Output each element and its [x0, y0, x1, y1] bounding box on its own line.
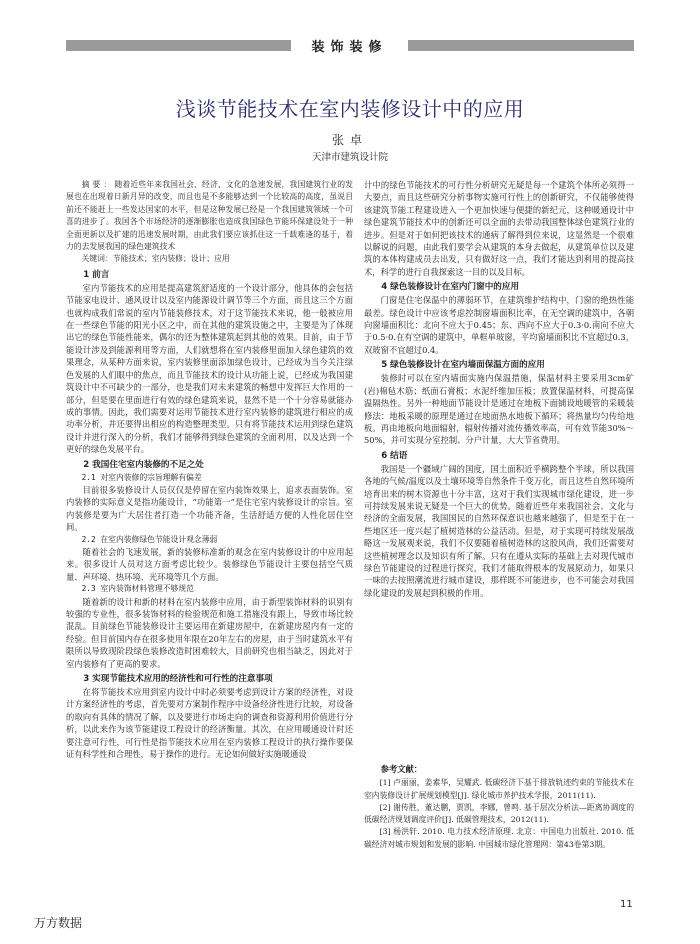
section-header: 装饰装修	[311, 40, 388, 55]
paragraph: 目前很多装修设计人员仅仅是停留在室内装饰效果上，追求表面装饰。室内装修的实际意义是指功能设计，“功能第一”是住宅室内装修设计的宗旨。室内装修是要为广大居住者打造一个功能齐备，生活舒适方便的人性化居住空间。	[66, 484, 353, 533]
section-heading-4: 4 绿色装修设计在室内门窗中的应用	[381, 282, 520, 293]
paragraph: 室内节能技术的应用是提高建筑舒适度的一个设计部分，他具体的会包括节能家电设计、通风设计以及室内能源设计调节等三个方面，而且这三个方面也就构成我们常说的室内节能装修技术，对于这节能技术来说，他一般被应用在一些绿色节能的阳光小区之中，而在其他的建筑设施之中，主要是为了体现出它的绿色节能性能来，偶尔的还为整体建筑起到其他的效果。目前，由于节能设计涉及到能源利用等方面，人们就想将在室内装修里面加入绿色建筑的效果理念，从某种方面来说，室内装修里面添加绿色设计，已经成为当今关注绿色发展的人们眼中的焦点，而且节能技术的设计从功能上说，已经成为我国建筑设计中不可缺少的一部分，也是我们对未来建筑的畅想中发挥巨大作用的一部分，但是要在里面进行有效的绿色建筑来说，显然不是一个十分容易就能办成的事情。因此，我们需要对运用节能技术进行室内装修的建筑进行相应的成功率分析，并还要得出相应的构造整理类型。只有将节能技术运用到绿色建筑设计并进行深入的分析，我们才能够得到绿色建筑的全面利用，以及达到一个更好的绿色发展平台。	[66, 282, 353, 455]
section-heading-5: 5 绿色装修设计在室内墙面保温方面的应用	[381, 360, 545, 371]
subsection-heading-2-3: 2.3 室内装饰材料管理不够规范	[81, 584, 194, 594]
reference-item: [1] 卢丽丽，姜素华，吴耀武. 低碳经济下基于排放轨迹约束的节能技术在室内装修设计扩展规划模型[J]. 绿化城市养护技术学报，2011(11).	[364, 778, 634, 800]
page-number: 11	[620, 899, 633, 910]
paragraph: 装修时可以在室内墙面实施内保温措施，保温材料主要采用3cm矿(岩)棉毡木筋；纸面石膏板；水泥纤维加压板；放置保温材料，可提高保温隔热性。另外一种地面节能设计是通过在地板下面铺设地暖管的采暖装修法：地板采暖的原理是通过在地面热水地板下循环；将热量均匀传给地板。再由地板向地面辐射，辐射传播对流传播效率高，可有效节能30%～50%，并可实现分室控制、分户计量，大大节省费用。	[364, 373, 634, 446]
author-name: 张卓	[331, 133, 368, 147]
abstract-text: 随着近些年来我国社会、经济、文化的急速发展，我国建筑行业的发展也在出现着日新月异的改变，而且也是不多能够达到一个比较高的高度，虽说目前还不能赶上一些发达国家的水平，但是这种发展已经是一个我国建筑领域一个可喜的进步了。我国各个市场经济的逐渐膨胀也造成我国绿色节能环保建设处于一种全面更新以及扩建的迅速发展时期，由此我们要应该抓住这一千载难逢的基于，着力的去发展我国的绿色建筑技术	[66, 180, 354, 252]
references	[364, 763, 634, 851]
reference-item: [2] 谢传胜，董达鹏，贾凯，李娜，曾鸣. 基于层次分析法—距离协调度的低碳经济规划调度评价[J]. 低碳管理技术，2012(11).	[364, 802, 634, 825]
header-band-left	[66, 40, 291, 51]
left-column	[66, 179, 353, 760]
subsection-heading-2-1: 2.1 对室内装修的宗旨理解有偏差	[81, 472, 202, 482]
references-heading: 参考文献：	[380, 764, 423, 774]
section-heading-3: 3 实现节能技术应用的经济性和可行性的注意事项	[83, 674, 273, 685]
reference-item: [3] 杨洪轩. 2010. 电力技术经济原理. 北京：中国电力出版社. 2010. 低碳经济对城市规划和发展的影响. 中国城市绿化管理网：第43卷第3期。	[364, 827, 634, 849]
keywords-label: 关键词：	[81, 254, 113, 264]
watermark: 万方数据	[34, 916, 83, 930]
paragraph: 随着新的设计和新的材料在室内装修中应用，由于新型装饰材料的识别有较强的专业性，很多装饰材料的检验规范和施工措施没有跟上，导致市场比较混乱。目前绿色节能装修设计主要运用在新建房屋中，在新建房屋内有一定的经验。但目前国内存在很多使用年限在20年左右的房屋，由于当时建筑水平有限所以导致现阶段绿色装修改造时困难较大，目前研究也相当缺乏，因此对于室内装修有了更高的要求。	[66, 596, 353, 669]
paragraph: 在将节能技术应用到室内设计中时必须要考虑到设计方案的经济性，对设计方案经济性的考虑，首先要对方案制作程序中设备经济性进行比较，对设备的取向有具体的情况了解，以及要进行市场走向的调查和资源利用价值进行分析，以此来作为该节能建设工程设计的经济衡量。其次，在应用暖通设计时还要注意可行性，可行性是指节能技术应用在室内装修工程设计的执行操作要保证有科学性和合理性，易于操作的进行。无论如何做好实施暖通设	[66, 687, 353, 760]
section-heading-2: 2 我国住宅室内装修的不足之处	[83, 459, 204, 470]
paragraph: 计中的绿色节能技术的可行性分析研究无疑是每一个建筑个体所必须得一大要点，而且这些研究分析事物实施可行性上的创新研究，不仅能够使得该建筑节能工程建设进入一个更加快速与便捷的新纪元，这种暖通设计中绿色建筑节能技术中的创新还可以全面的去带动我国整体绿色建筑行业的进步。但是对于如何把该技术的通病了解得到位来说，这显然是一个很难以解说的问题，由此我们要学会从建筑的本身去做起，从建筑单位以及建筑的本体构建成员去出发，只有做好这一点，我们才能达到利用的提高技术，科学的进行自我探索这一目的以及目标。	[364, 180, 634, 277]
section-heading-1: 1 前言	[83, 269, 110, 280]
paragraph: 随着社会的飞速发展，新的装修标准新的观念在室内装修设计的中应用起来。很多设计人员对这方面考虑比较少。装修绿色节能设计主要包括空气质量、声环境、热环境、光环境等几个方面。	[66, 546, 353, 582]
subsection-heading-2-2: 2.2 在室内装修绿色节能设计观念薄弱	[81, 534, 218, 544]
article-title: 浅谈节能技术在室内装修设计中的应用	[175, 97, 525, 121]
right-column	[364, 179, 634, 599]
abstract-label: 摘要：	[81, 180, 115, 189]
paragraph: 我国是一个疆域广阔的国度，国土面积近乎横跨整个半球，所以我国各地的气候/温度以及土壤环境等自然条件千变万化，而且这些自然环境所培育出来的树木资源也十分丰富，这对于我们实现城市绿化建设，进一步可持续发展来说无疑是一个巨大的优势。随着近些年来我国社会、文化与经济的全面发展，我国国民的自然环保意识也越来越强了，但是至于在一些地区还一度兴起了植树造林的公益活动。但是，对于实现可持续发展战略这一发展观来说，我们不仅要随着植树造林的这股风尚，我们还需要对这些植树理念以及知识有所了解。只有在遵从实际的基础上去对现代城市绿色节能建设的过程进行探究，我们才能取得根本的发展原动力，如果只一味的去按照潮流进行城市建设，那样既不可能进步，也不可能会对我国绿化建设的发展起到积极的作用。	[364, 463, 634, 598]
keywords-text: 节能技术；室内装修；设计；应用	[112, 254, 230, 264]
abstract	[66, 179, 353, 266]
author-affiliation: 天津市建筑设计院	[311, 152, 388, 163]
section-heading-6: 6 结语	[381, 450, 408, 461]
paragraph: 门窗是住宅保温中的薄弱环节，在建筑维护结构中，门窗的绝热性能最差。绿色设计中应该考虑控制窗墙面积比率，在无空调的建筑中，各朝向窗墙面积比：北向不应大于0.45；东、西向不应大于0.3·0.南向不应大于0.5·0.在有空调的建筑中，单框单玻窗，平均窗墙面积比不宜超过0.3，双玻窗不宜超过0.4。	[364, 295, 634, 355]
header-band-right	[408, 40, 634, 51]
